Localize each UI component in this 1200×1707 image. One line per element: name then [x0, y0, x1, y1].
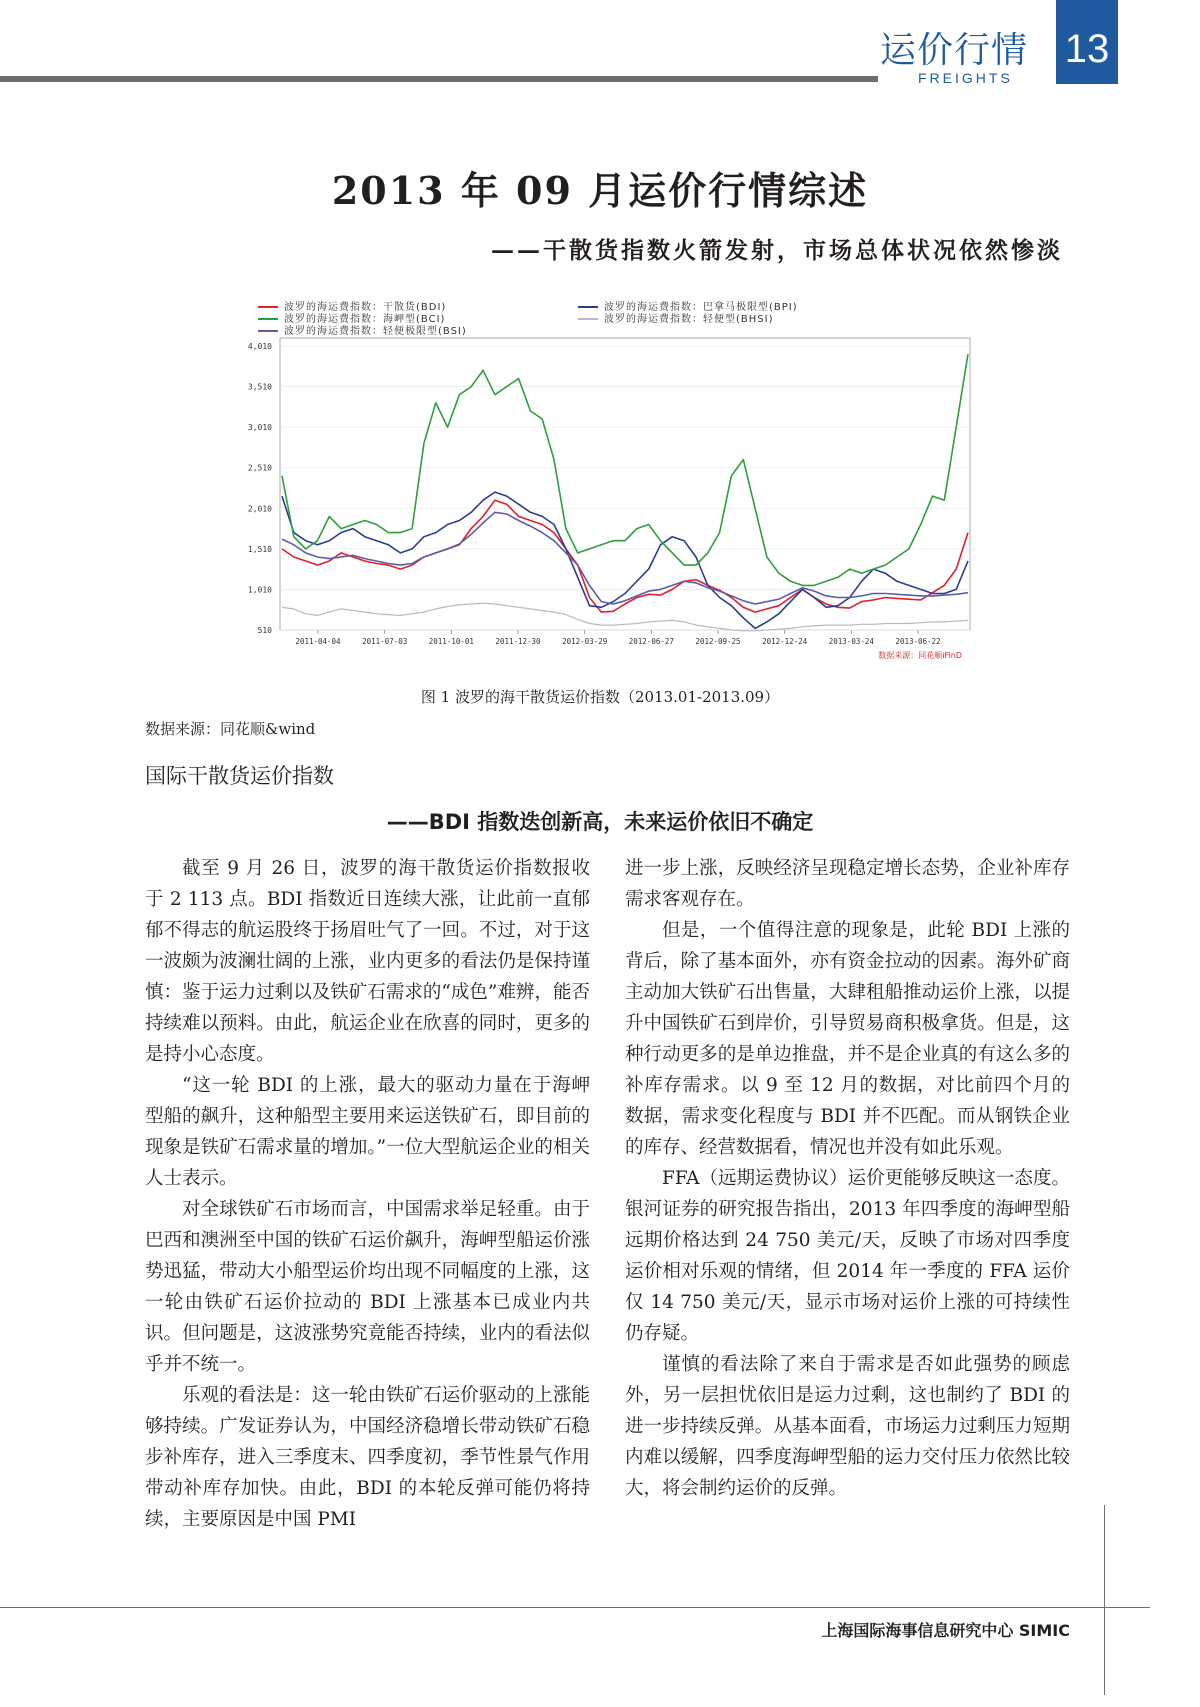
series-line [282, 603, 968, 631]
legend-label: 波罗的海运费指数：巴拿马极限型(BPI) [604, 302, 798, 313]
header-rule [0, 76, 878, 82]
article-subtitle: ——干散货指数火箭发射，市场总体状况依然惨淡 [491, 237, 1063, 264]
section-heading: 国际干散货运价指数 [145, 764, 334, 788]
x-tick-label: 2013-06-22 [895, 637, 941, 646]
paragraph: 谨慎的看法除了来自于需求是否如此强势的顾虑外，另一层担忧依旧是运力过剩，这也制约了 BDI 的进一步持续反弹。从基本面看，市场运力过剩压力短期内难以缓解，四季度海岬型船的运力交付压力依然比较大，将会制约运价的反弹。 [625, 1354, 1070, 1499]
side-rule [1104, 1505, 1105, 1695]
legend-label: 波罗的海运费指数：轻便型(BHSI) [604, 314, 774, 325]
body-column-right [625, 853, 1070, 1504]
paragraph: 对全球铁矿石市场而言，中国需求举足轻重。由于巴西和澳洲至中国的铁矿石运价飙升，海岬型船运价涨势迅猛，带动大小船型运价均出现不同幅度的上涨，这一轮由铁矿石运价拉动的 BDI 上涨基本已成业内共识。但问题是，这波涨势究竟能否持续，业内的看法似乎并不统一。 [145, 1199, 590, 1375]
x-tick-label: 2012-09-25 [695, 637, 741, 646]
article-title: 2013 年 09 月运价行情综述 [331, 168, 869, 213]
y-tick-label: 2,510 [247, 463, 272, 473]
paragraph: “这一轮 BDI 的上涨，最大的驱动力量在于海岬型船的飙升，这种船型主要用来运送铁矿石，即目前的现象是铁矿石需求量的增加。”一位大型航运企业的相关人士表示。 [145, 1075, 590, 1189]
y-tick-label: 2,010 [247, 504, 272, 514]
x-tick-label: 2013-03-24 [828, 637, 874, 646]
x-tick-label: 2011-04-04 [295, 637, 341, 646]
x-tick-label: 2011-12-30 [495, 637, 541, 646]
paragraph: 截至 9 月 26 日，波罗的海干散货运价指数报收于 2 113 点。BDI 指数近日连续大涨，让此前一直郁郁不得志的航运股终于扬眉吐气了一回。不过，对于这一波颇为波澜壮阔的上涨，业内更多的看法仍是保持谨慎：鉴于运力过剩以及铁矿石需求的“成色”难辨，能否持续难以预料。由此，航运企业在欣喜的同时，更多的是持小心态度。 [145, 858, 590, 1065]
bdi-chart [236, 298, 976, 662]
section-subtitle: FREIGHTS [918, 70, 1013, 86]
section-title: 运价行情 [880, 30, 1029, 71]
paragraph: FFA（远期运费协议）运价更能够反映这一态度。银河证券的研究报告指出，2013 年四季度的海岬型船远期价格达到 24 750 美元/天，反映了市场对四季度运价相对乐观的情绪，但 2014 年一季度的 FFA 运价仅 14 750 美元/天，显示市场对运价上涨的可持续性仍存疑。 [625, 1168, 1070, 1344]
footer-org: 上海国际海事信息研究中心 SIMIC [821, 1621, 1070, 1640]
x-tick-label: 2011-07-03 [362, 637, 408, 646]
legend-label: 波罗的海运费指数：轻便极限型(BSI) [284, 326, 467, 337]
chart-svg [236, 298, 976, 662]
x-tick-label: 2012-12-24 [762, 637, 808, 646]
y-tick-label: 3,510 [247, 382, 272, 392]
legend-label: 波罗的海运费指数：海岬型(BCI) [284, 314, 446, 325]
body-column-left [145, 853, 590, 1535]
footer-rule [0, 1607, 1150, 1608]
y-tick-label: 3,010 [247, 423, 272, 433]
plot-frame [280, 338, 970, 630]
x-tick-label: 2011-10-01 [428, 637, 474, 646]
series-line [282, 492, 968, 628]
y-tick-label: 510 [257, 626, 272, 635]
paragraph: 但是，一个值得注意的现象是，此轮 BDI 上涨的背后，除了基本面外，亦有资金拉动的因素。海外矿商主动加大铁矿石出售量，大肆租船推动运价上涨，以提升中国铁矿石到岸价，引导贸易商积极拿货。但是，这种行动更多的是单边推盘，并不是企业真的有这么多的补库存需求。以 9 至 12 月的数据，对比前四个月的数据，需求变化程度与 BDI 并不匹配。而从钢铁企业的库存、经营数据看，情况也并没有如此乐观。 [625, 920, 1070, 1158]
y-tick-label: 1,010 [247, 585, 272, 595]
y-tick-label: 1,510 [247, 544, 272, 554]
legend-label: 波罗的海运费指数：干散货(BDI) [284, 302, 447, 313]
series-line [282, 354, 968, 585]
series-line [282, 512, 968, 604]
y-tick-label: 4,010 [247, 342, 272, 351]
paragraph: 乐观的看法是：这一轮由铁矿石运价驱动的上涨能够持续。广发证券认为，中国经济稳增长带动铁矿石稳步补库存，进入三季度末、四季度初，季节性景气作用带动补库存加快。由此，BDI 的本轮反弹可能仍将持续，主要原因是中国 PMI [145, 1385, 590, 1530]
paragraph-continued: 进一步上涨，反映经济呈现稳定增长态势，企业补库存需求客观存在。 [625, 858, 1070, 910]
chart-source-watermark: 数据来源：同花顺iFinD [878, 651, 962, 660]
figure-caption: 图 1 波罗的海干散货运价指数（2013.01-2013.09） [420, 688, 780, 706]
page-number: 13 [1056, 0, 1118, 84]
figure-source: 数据来源：同花顺&wind [145, 720, 316, 738]
section-subheading: ——BDI 指数迭创新高，未来运价依旧不确定 [386, 810, 814, 834]
x-tick-label: 2012-06-27 [628, 637, 674, 646]
x-tick-label: 2012-03-29 [562, 637, 608, 646]
